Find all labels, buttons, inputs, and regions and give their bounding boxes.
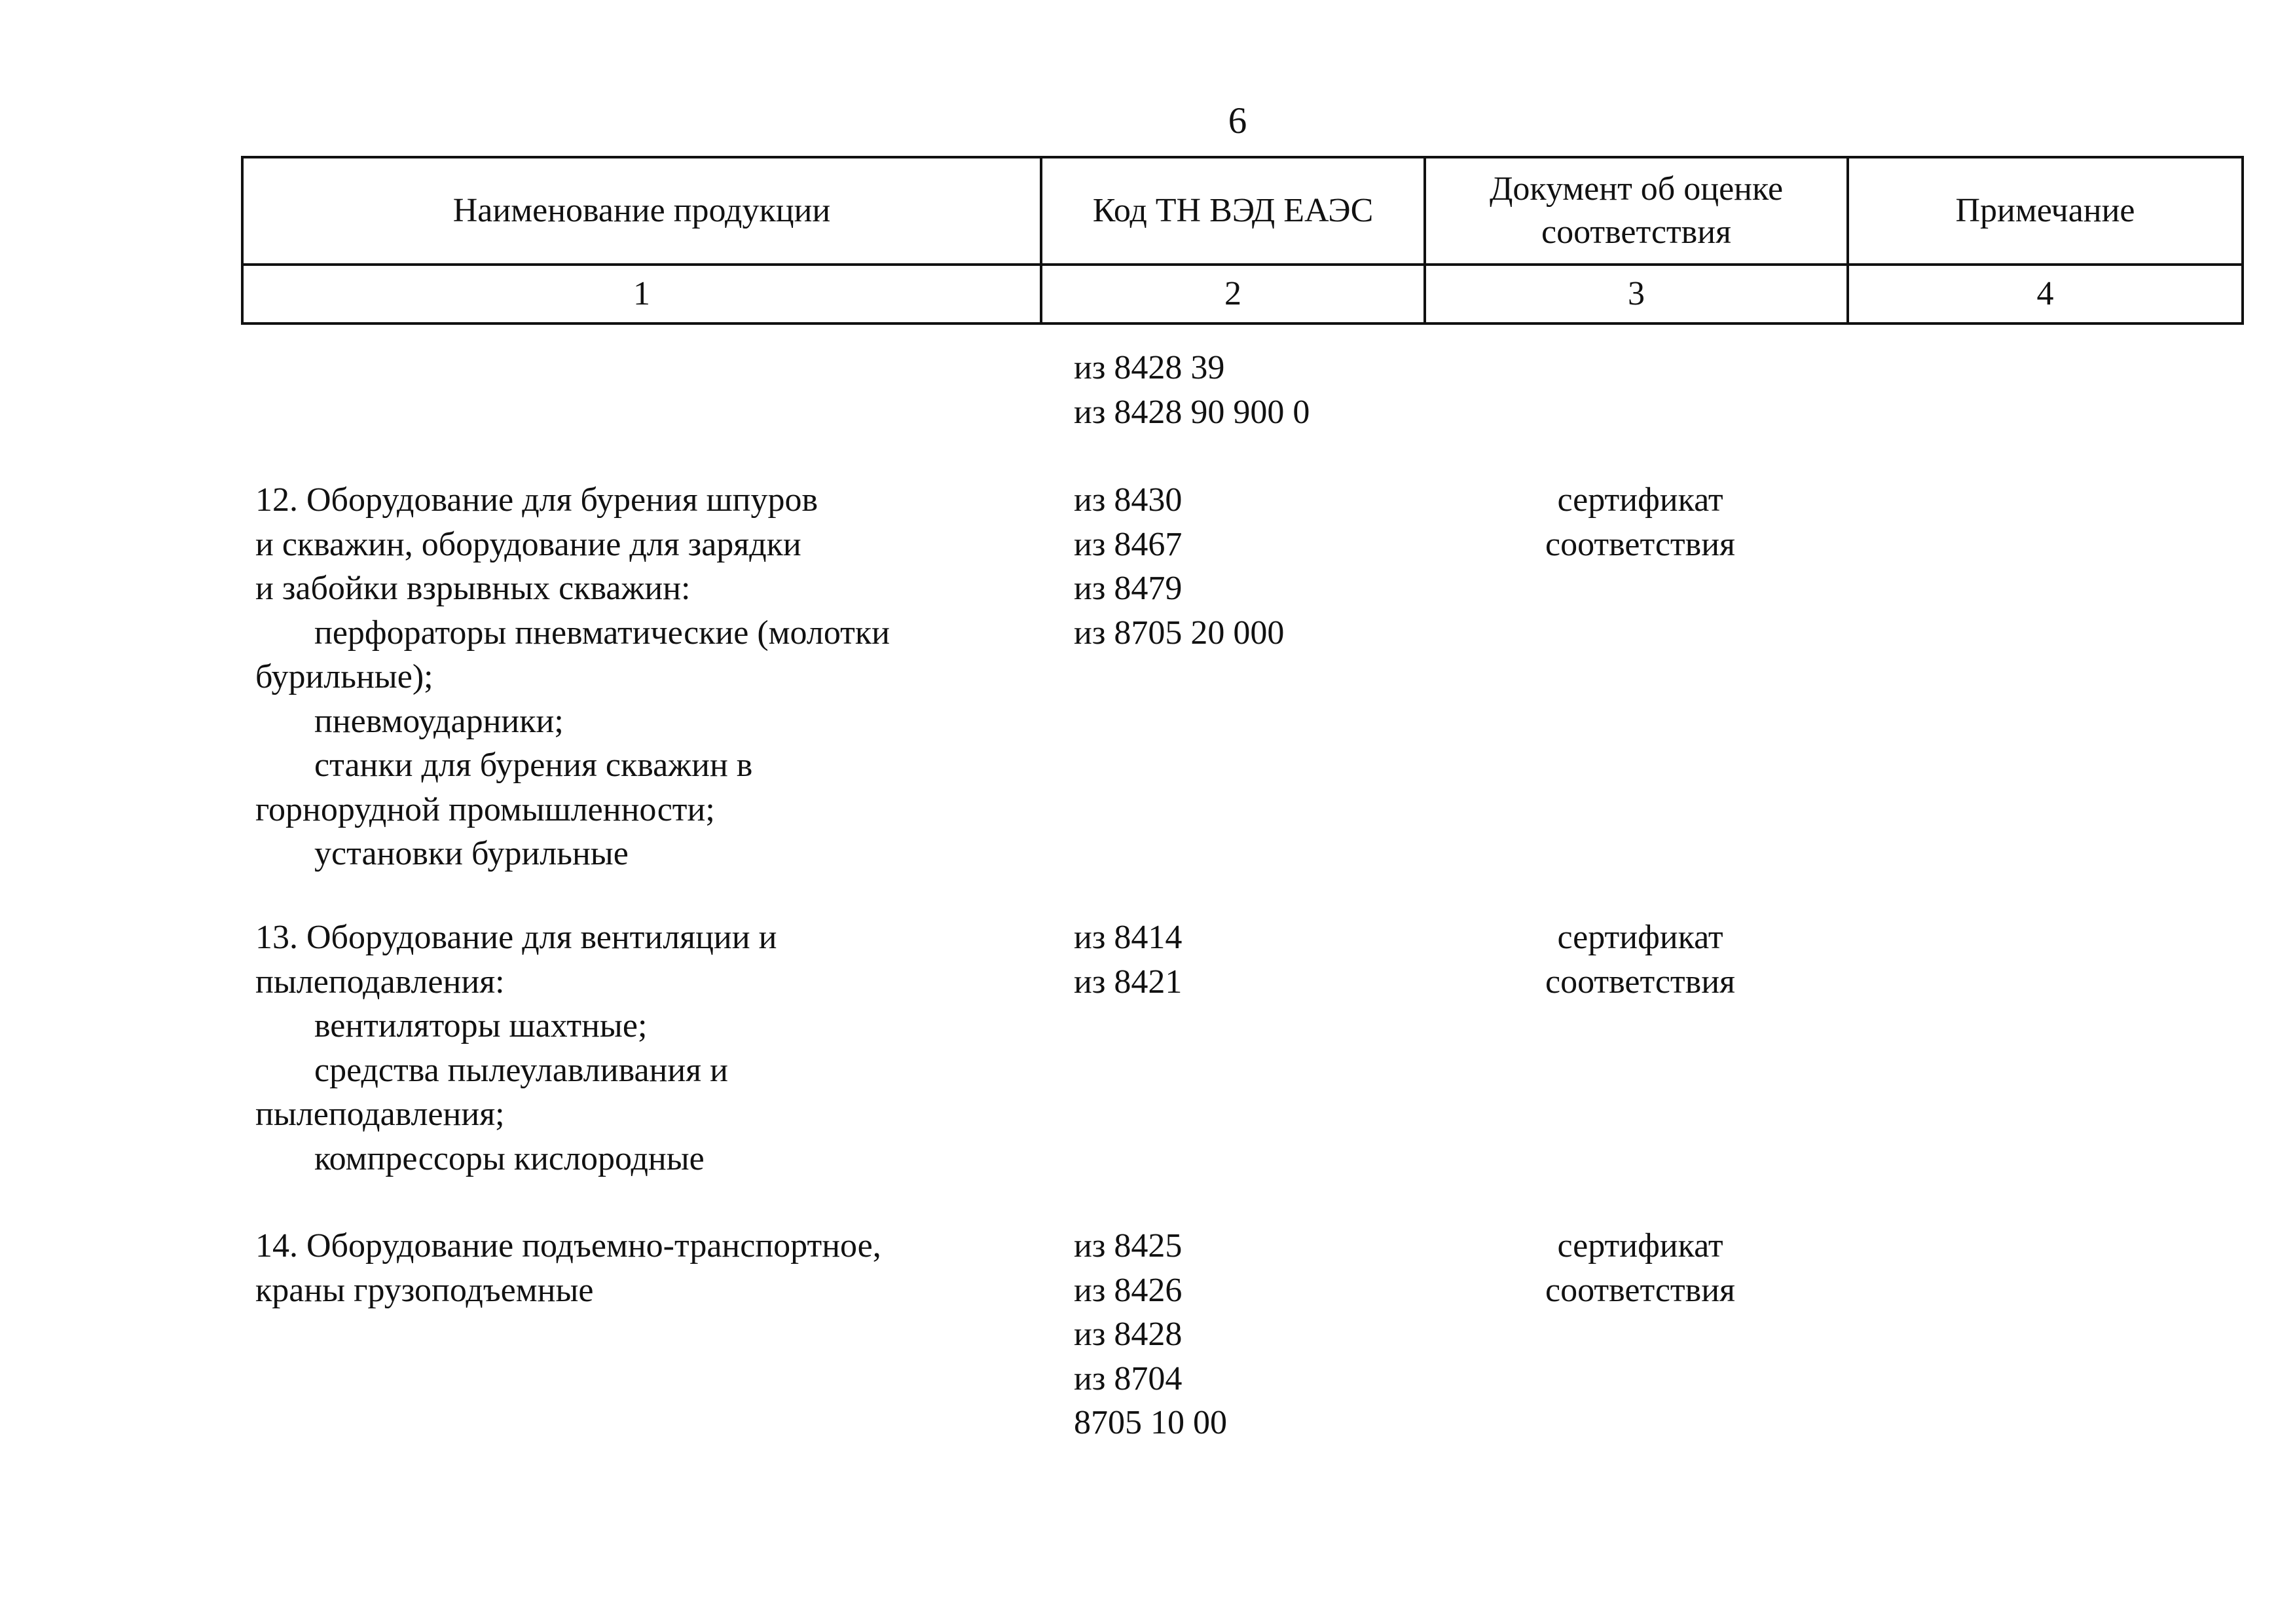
item-12-codes — [1074, 478, 1401, 655]
name-line: пылеподавления: — [255, 963, 505, 1001]
code-line: из 8467 — [1074, 525, 1183, 563]
item-14-name — [255, 1224, 1041, 1312]
document-line: сертификат — [1557, 1227, 1723, 1264]
name-line: компрессоры кислородные — [314, 1139, 705, 1177]
code-line: из 8479 — [1074, 570, 1183, 607]
item-13-document — [1460, 915, 1820, 1004]
name-line: краны грузоподъемные — [255, 1271, 594, 1309]
name-line: перфораторы пневматические (молотки — [314, 614, 890, 652]
code-line: из 8428 — [1074, 1316, 1183, 1353]
name-line: бурильные); — [255, 658, 433, 695]
code-line: из 8425 — [1074, 1227, 1183, 1264]
name-line: средства пылеулавливания и — [314, 1051, 728, 1089]
column-titles-row — [242, 157, 2243, 265]
code-line: 8705 10 00 — [1074, 1404, 1227, 1441]
column-number-1: 1 — [242, 265, 1041, 323]
code-line: из 8426 — [1074, 1271, 1183, 1309]
item-14-document — [1460, 1224, 1820, 1312]
column-title-text: Код ТН ВЭД ЕАЭС — [1092, 192, 1374, 229]
column-title-code — [1041, 157, 1425, 265]
code-line: из 8428 39 — [1074, 349, 1225, 386]
column-title-note — [1848, 157, 2243, 265]
code-line: из 8705 20 000 — [1074, 614, 1285, 652]
column-title-product-name — [242, 157, 1041, 265]
page-number: 6 — [1228, 100, 1247, 141]
code-line: из 8704 — [1074, 1359, 1183, 1397]
item-12-name — [255, 478, 1041, 876]
column-title-text: Примечание — [1955, 192, 2135, 229]
item-13-name — [255, 915, 1041, 1181]
item-14-codes — [1074, 1224, 1401, 1445]
column-number-3: 3 — [1425, 265, 1848, 323]
document-line: соответствия — [1545, 1271, 1735, 1309]
name-line: пылеподавления; — [255, 1096, 505, 1133]
name-line: вентиляторы шахтные; — [314, 1007, 648, 1044]
table-header — [241, 156, 2244, 325]
name-line: и скважин, оборудование для зарядки — [255, 525, 801, 563]
column-title-text: соответствия — [1541, 213, 1731, 251]
item-13-codes — [1074, 915, 1401, 1004]
name-line: установки бурильные — [314, 835, 629, 872]
column-title-text: Документ об оценке — [1489, 170, 1784, 208]
continuation-codes — [1074, 346, 1401, 434]
column-numbers-row — [242, 265, 2243, 323]
document-line: сертификат — [1557, 481, 1723, 519]
name-line: горнорудной промышленности; — [255, 790, 715, 828]
code-line: из 8428 90 900 0 — [1074, 393, 1310, 431]
document-line: соответствия — [1545, 525, 1735, 563]
column-number-4: 4 — [1848, 265, 2243, 323]
code-line: из 8421 — [1074, 963, 1183, 1001]
column-title-text: Наименование продукции — [452, 192, 831, 229]
name-line: станки для бурения скважин в — [314, 747, 753, 784]
column-title-document — [1425, 157, 1848, 265]
code-line: из 8414 — [1074, 919, 1183, 956]
document-line: сертификат — [1557, 919, 1723, 956]
column-number-2: 2 — [1041, 265, 1425, 323]
name-line: 12. Оборудование для бурения шпуров — [255, 481, 818, 519]
name-line: и забойки взрывных скважин: — [255, 570, 691, 607]
code-line: из 8430 — [1074, 481, 1183, 519]
document-line: соответствия — [1545, 963, 1735, 1001]
item-12-document — [1460, 478, 1820, 566]
name-line: пневмоударники; — [314, 702, 564, 740]
name-line: 13. Оборудование для вентиляции и — [255, 919, 777, 956]
name-line: 14. Оборудование подъемно-транспортное, — [255, 1227, 881, 1264]
